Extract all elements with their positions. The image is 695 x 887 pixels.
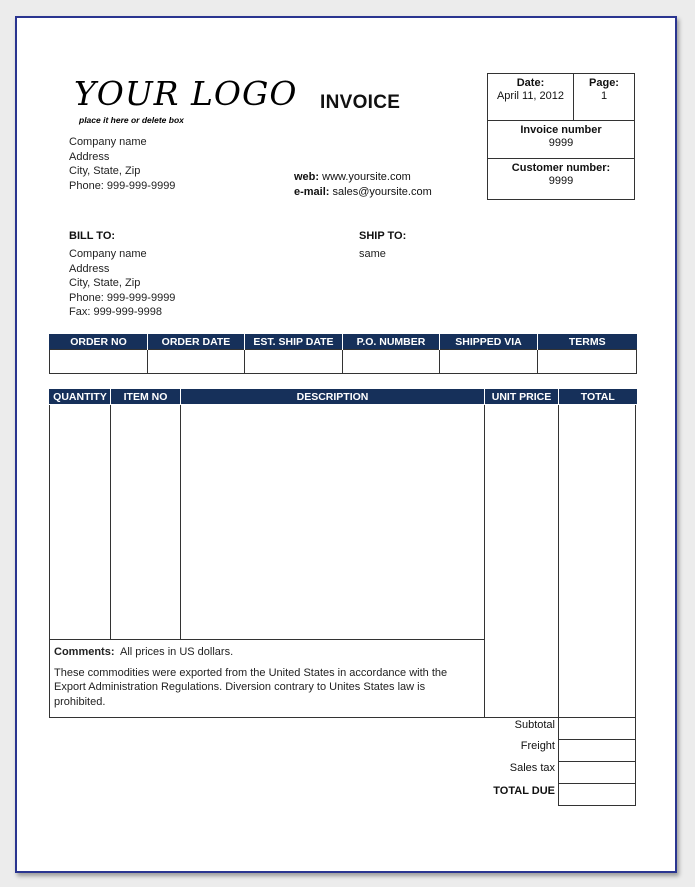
order-no-cell[interactable]: [50, 350, 148, 374]
date-label: Date:: [516, 77, 545, 89]
items-table-header: [49, 389, 637, 404]
order-header-po-number: P.O. NUMBER: [343, 334, 440, 350]
freight-label: Freight: [520, 740, 555, 752]
export-note-line-3: prohibited.: [54, 695, 106, 708]
bill-to-block: [69, 247, 175, 320]
column-divider: [558, 405, 559, 717]
web-link[interactable]: www.yoursite.com: [322, 171, 411, 183]
comments-divider: [50, 639, 484, 640]
sales-tax-value[interactable]: [558, 761, 636, 784]
invoice-info-box: [487, 73, 635, 200]
sales-tax-label: Sales tax: [509, 762, 555, 774]
items-table-body[interactable]: [49, 405, 636, 718]
total-due-label: TOTAL DUE: [493, 785, 555, 797]
company-address: Address: [69, 150, 110, 163]
date-cell: [488, 77, 573, 103]
page-value: 1: [600, 90, 608, 102]
terms-cell[interactable]: [538, 350, 637, 374]
order-date-cell[interactable]: [148, 350, 245, 374]
subtotal-label: Subtotal: [514, 719, 555, 731]
shipped-via-cell[interactable]: [440, 350, 538, 374]
customer-number-label: Customer number:: [511, 162, 611, 174]
comments-text: All prices in US dollars.: [120, 646, 234, 658]
order-table-row: [50, 350, 637, 374]
items-header-quantity: QUANTITY: [50, 389, 111, 404]
est-ship-date-cell[interactable]: [245, 350, 343, 374]
company-name: Company name: [69, 136, 147, 148]
invoice-number-label: Invoice number: [520, 124, 602, 136]
company-phone: Phone: 999-999-9999: [69, 179, 176, 192]
invoice-number-value: 9999: [548, 137, 574, 149]
order-table: [49, 334, 637, 374]
bill-to-fax: Fax: 999-999-9998: [69, 306, 162, 318]
logo-text: YOUR LOGO: [74, 74, 298, 113]
logo-subtext: place it here or delete box: [79, 115, 184, 125]
ship-to-label: SHIP TO:: [359, 230, 407, 242]
column-divider: [180, 405, 181, 639]
po-number-cell[interactable]: [343, 350, 440, 374]
freight-value[interactable]: [558, 739, 636, 762]
export-note-line-2: Export Administration Regulations. Diversion contrary to Unites States law is: [54, 681, 426, 693]
company-city: City, State, Zip: [69, 165, 141, 177]
comments-block: [54, 645, 482, 709]
export-note-line-1: These commodities were exported from the United States in accordance with the: [54, 666, 448, 679]
bill-to-phone: Phone: 999-999-9999: [69, 291, 176, 304]
items-header-item-no: ITEM NO: [111, 389, 181, 404]
order-header-order-no: ORDER NO: [50, 334, 148, 350]
customer-number-cell: [488, 162, 634, 188]
invoice-page: [15, 16, 677, 873]
company-address-block: [69, 135, 175, 193]
subtotal-value[interactable]: [558, 717, 636, 740]
order-header-terms: TERMS: [538, 334, 637, 350]
bill-to-name: Company name: [69, 248, 147, 260]
order-header-order-date: ORDER DATE: [148, 334, 245, 350]
bill-to-address: Address: [69, 262, 110, 275]
bill-to-city: City, State, Zip: [69, 277, 141, 289]
page-label: Page:: [589, 77, 619, 89]
email-label: e-mail:: [294, 186, 330, 198]
ship-to-value: same: [359, 248, 386, 260]
column-divider: [110, 405, 111, 639]
invoice-title: INVOICE: [320, 92, 401, 113]
date-value: April 11, 2012: [496, 90, 565, 102]
customer-number-value: 9999: [548, 175, 574, 187]
order-header-shipped-via: SHIPPED VIA: [440, 334, 538, 350]
items-header-unit-price: UNIT PRICE: [485, 389, 559, 404]
order-table-header: [50, 334, 637, 350]
total-due-value[interactable]: [558, 783, 636, 806]
page-cell: [574, 77, 634, 103]
web-label: web:: [294, 171, 320, 183]
items-header-total: TOTAL: [559, 389, 637, 404]
contact-block: [294, 170, 432, 200]
bill-to-label: BILL TO:: [69, 230, 116, 242]
comments-label: Comments:: [54, 646, 115, 658]
invoice-number-cell: [488, 124, 634, 150]
column-divider: [484, 405, 485, 717]
order-header-est-ship-date: EST. SHIP DATE: [245, 334, 343, 350]
email-link[interactable]: sales@yoursite.com: [332, 186, 432, 198]
items-header-description: DESCRIPTION: [181, 389, 485, 404]
